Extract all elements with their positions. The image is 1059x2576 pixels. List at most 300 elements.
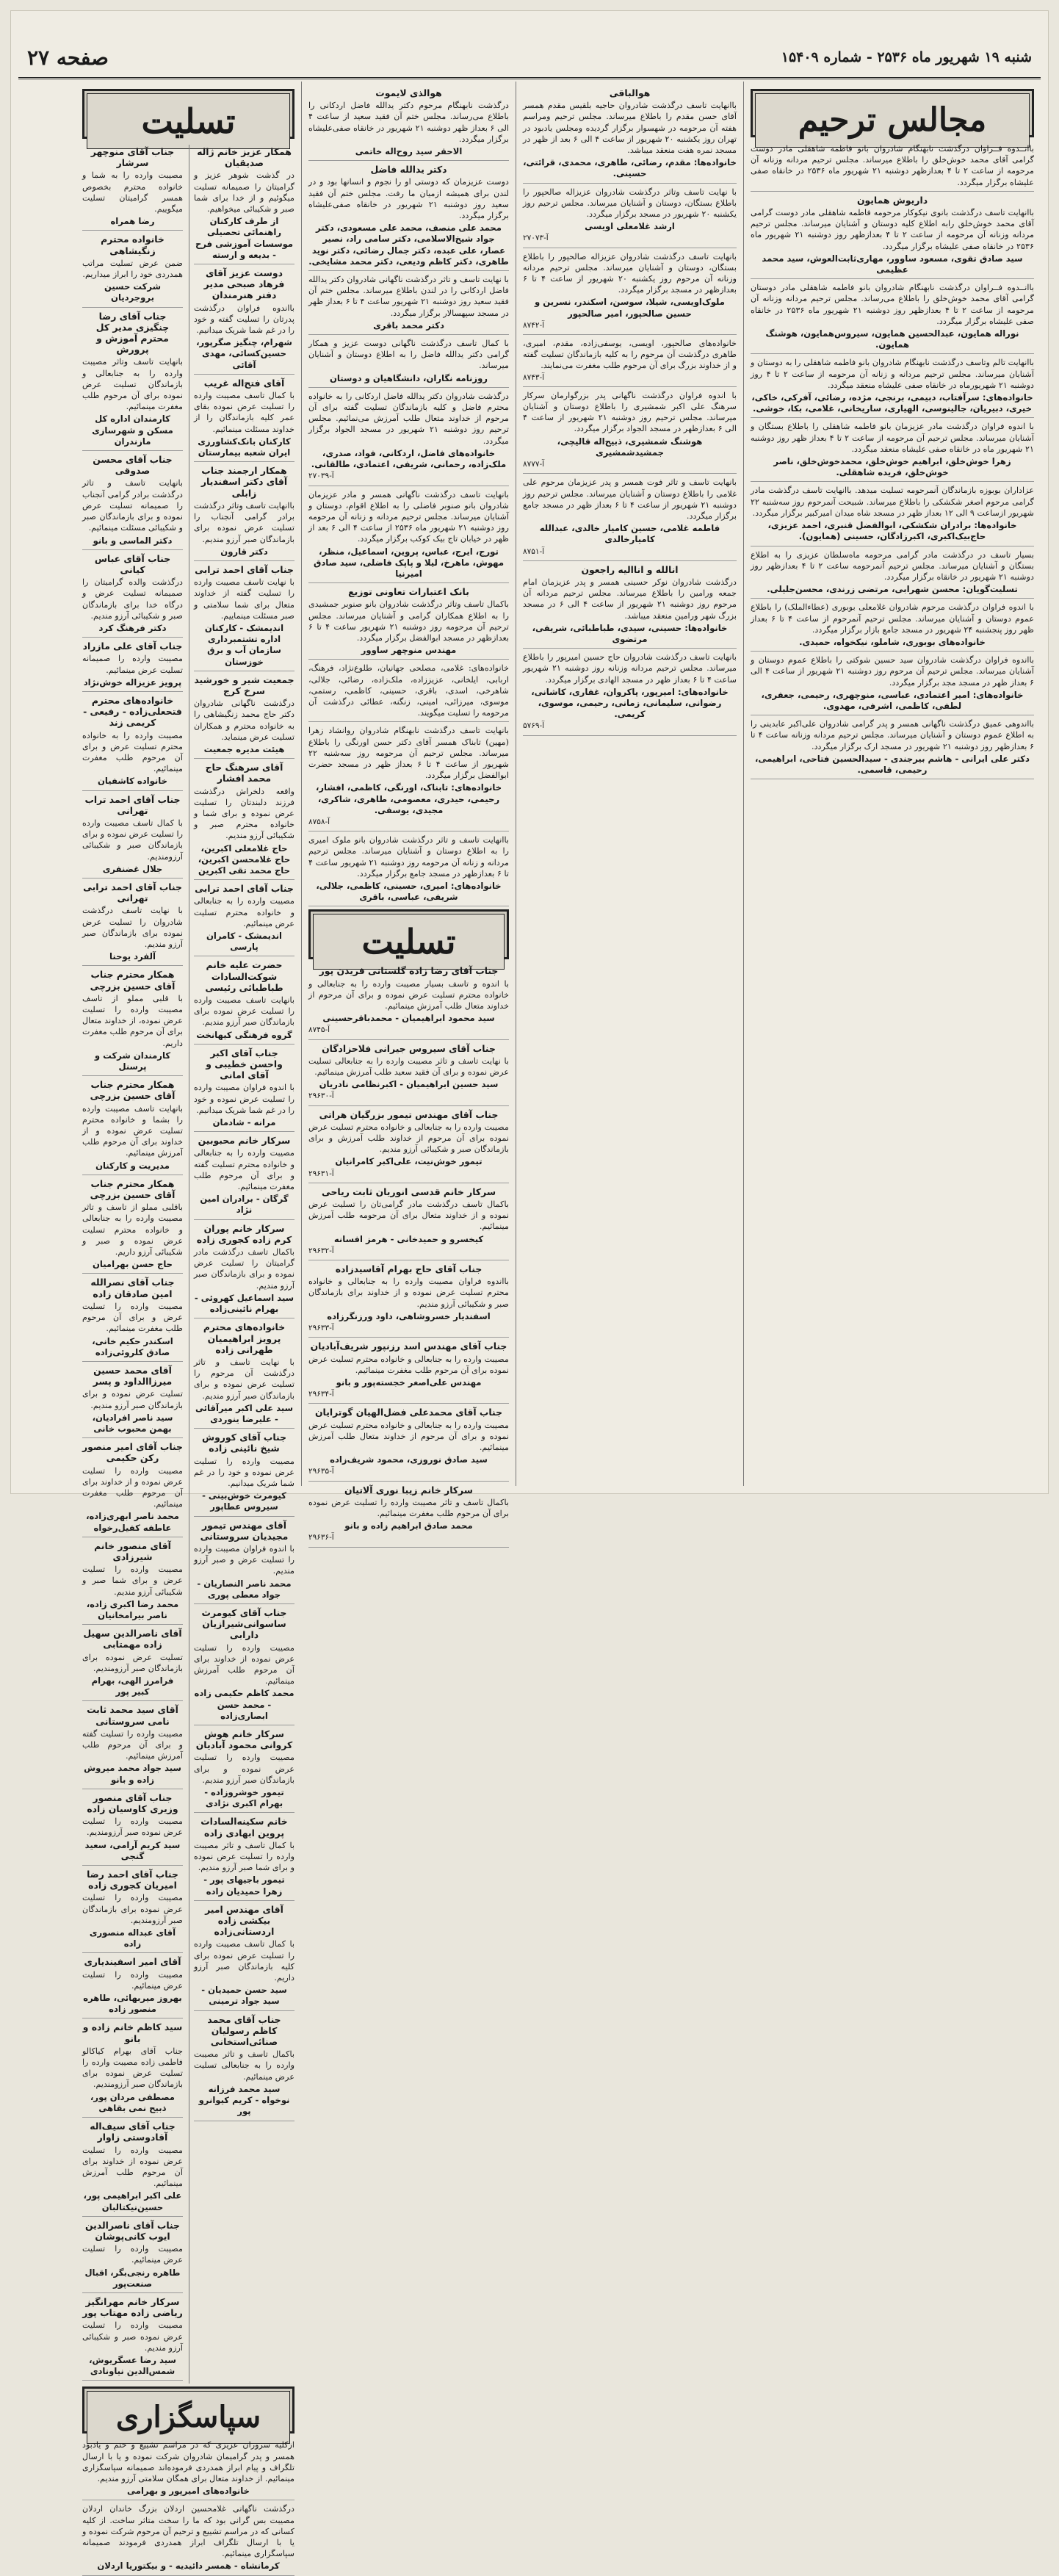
notice-item [82, 881, 183, 966]
notice-body: مصیبت وارده را تسلیت گفته و برای آن مرحوم طلب آمرزش مینمائیم. [82, 1728, 183, 1761]
notice-signature: دکتر فرهنگ کرد [98, 622, 167, 633]
notice-item [751, 602, 1034, 652]
notice-signature: خانواده‌ها: مقدم، رضائی، طاهری، محمدی، قرائتی، حسینی. [523, 157, 737, 179]
notice-signature: مدیریت و کارکنان [95, 1160, 170, 1171]
notice-signature: هوشنگ شمشیری، ذبیح‌اله قالیچی، جمشیدشمشیری [557, 436, 703, 458]
notice-body: با نهایت تاسف مصیبت وارده را تسلیت گفته از خداوند متعال برای شما سلامتی و صبر مسئلت مینماییم. [194, 577, 294, 621]
notice-signature: زهرا خوش‌خلق، ابراهیم خوش‌خلق، محمدخوش‌خلق، ناصر خوش‌خلق، فریده شاهقلی. [773, 456, 1011, 478]
notice-body: مصیبت وارده را تسلیت عرض نموده و از خداوند برای آن مرحوم طلب مغفرت مینمائیم. [82, 1465, 183, 1509]
notice-item [194, 267, 294, 375]
notice-signature: نوراله همایون، عبدالحسین همایون، سیروس‌همایون، هوشنگ همایون. [765, 328, 1019, 350]
notice-body: تسلیت عرض نموده و برای بازماندگان صبر آرزو مندیم. [82, 1389, 183, 1410]
tasliyat-title-mid: تسلیت [313, 914, 505, 970]
notice-signature: سید حسین ابراهیمیان - اکبرنظامی نادریان [319, 1079, 499, 1090]
notice-signature: تیمور باجیهای پور - زهرا حمیدیان زاده [203, 1875, 285, 1897]
tasliyat-title-top: تسلیت [87, 93, 290, 149]
notice-heading: جناب آقای حاج بهرام آقاسیدزاده [335, 1263, 482, 1275]
notice-signature: خانواده‌های: امیری، حسینی، کاظمی، جلالی، شریفی، عباسی، باقری [316, 881, 502, 903]
notice-signature: الاحقر سید روح‌اله خاتمی [355, 146, 463, 157]
notice-body: باانهایت تاسف و تاثر درگذشت شادروان بانو ملوک امیری را به اطلاع دوستان و آشنایان میرساند. مجلس ترحیم مردانه و زنانه آن مرحومه روز دوشنبه ۲۱ شهریور ساعت ۴ تا ۶ بعدازظهر در مسجد جامع برگزار میگردد. [308, 835, 509, 878]
notice-item [194, 1223, 294, 1319]
notice-code: آ-۲۹۶۳۱ [308, 1169, 334, 1178]
notice-item [308, 391, 509, 486]
notice-body: تسلیت عرض نموده برای بازماندگان صبر آرزومندیم. [82, 1652, 183, 1673]
notice-item [308, 725, 509, 831]
notice-signature: حاج غلامعلی اکبرین، حاج غلامحسن اکبرین، حاج محمد تقی اکبرین [198, 843, 291, 876]
notice-body: بسیار تاسف در درگذشت مادر گرامی مرحومه ماه‌سلطان عزیزی را به اطلاع بستگان و آشنایان میرساند. مجلس ترحیم آنمرحومه ساعت ۲ تا ۴ بعدازظهر روز دوشنبه ۲۱ شهریور در خانقاه برگزار میگردد. [751, 549, 1034, 582]
notice-item [82, 1956, 183, 2018]
notice-heading: جمعیت شیر و خورشید سرخ کرج [194, 674, 294, 696]
notice-heading: جناب آقای کیومرث ساسوانی‌شیرازیان دارابی [201, 1606, 287, 1641]
notice-signature: خانواده‌های فاضل، اردکانی، فواد، صدری، ملک‌زاده، رحمانی، شریفی، اعتمادی، طالقانی. [311, 447, 507, 470]
notice-heading: آقای مهندس تیمور مجیدیان سروستانی [200, 1519, 289, 1542]
notice-body: مصیبت وارده را به جنابعالی و خانواده محترم تسلیت عرض نموده برای آن مرحوم از خداوند طلب آمرزش و برای بازماندگان صبر و شکیبائی آرزو مندیم. [308, 1122, 509, 1155]
col3-list [308, 87, 509, 906]
notice-item [82, 641, 183, 692]
notice-code: آ-۸۷۴۲ [523, 320, 545, 330]
notice-signature: سید جواد محمد میروش زاده و بانو [84, 1763, 181, 1785]
notice-signature: سید ناصر افرادیان، بهمن محبوب خانی [92, 1412, 173, 1434]
notice-signature: خانواده‌های امیرپور و بهرامی [127, 2486, 250, 2497]
notice-body: واقعه دلخراش درگذشت فرزند دلبندتان را تسلیت عرض نموده و برای شما و خانواده محترم صبر و شکیبائی آرزو مندیم. [194, 786, 294, 841]
notice-heading: آقای محمد حسین میرزاالداود و پسر [93, 1364, 173, 1388]
notice-signature: حاج حسن بهرامیان [92, 1259, 173, 1270]
notice-signature: فاطمه غلامی، حسین کامیار خالدی، عبدالله کامیارخالدی [539, 523, 720, 545]
notice-signature: خانواده‌ها: برادران شکشکی، ابوالفضل قنبری، احمد عزیزی، حاج‌بیک‌اکبری، اکبرزادگان، حسینی (همایون). [767, 520, 1017, 542]
notice-signature: خانواده‌های: تابناک، اورنگی، کاظمی، افشار، رحیمی، حیدری، معصومی، طاهری، شاکری، مجیدی، یوسفی. [315, 782, 502, 815]
sepas-title: سپاسگزاری [87, 2391, 290, 2444]
notice-item [82, 1079, 183, 1175]
notice-body: با اندوه فراوان درگذشت مرحوم شادروان غلامعلی بوبوری (عطاءالملک) را باطلاع عموم دوستان و آشنایان میرساند. مجلس ترحیم آنمرحوم از ساعت ۴ تا ۶ بعداز ظهر روز پنجشنبه ۲۴ شهریور در مسجد جامع بازار برگزار میگردد. [751, 602, 1035, 635]
notice-item [82, 2503, 294, 2575]
notice-item [82, 234, 183, 307]
notice-body: مصیبت وارده را تسلیت عرض و برای شما صبر و شکیبائی آرزو مندیم. [82, 1565, 183, 1597]
notice-heading: بانک اعتبارات تعاونی توزیع [348, 586, 469, 598]
notice-heading: جناب آقای مهندس تیمور بزرگیان هراتی [319, 1108, 499, 1120]
notice-heading: جناب آقای احمد تراب تهرانی [84, 793, 181, 816]
notice-body: درگذشت شادروان نوکر حسینی همسر و پدر عزیزمان امام جمعه ورامین را باطلاع میرساند. مجلس ترحیم مردانه آن مرحوم روز دوشنبه ۲۱ شهریور از ساعت ۴ الی ۶ در مسجد بزرگ شهر ورامین منعقد میباشد. [523, 577, 737, 621]
notice-body: بانهایت تاسف وتاثر مصیبت وارده را به جنابعالی و بازماندگان تسلیت عرض نموده برای آن مرحوم طلب مغفرت مینمائیم. [82, 357, 183, 412]
notice-item [751, 718, 1034, 779]
notice-signature: محمد رضا اکبری زاده، ناصر بیرامخانیان [86, 1598, 179, 1620]
notice-item [82, 2220, 183, 2293]
notice-code: آ-۲۷۰۳۹ [308, 472, 334, 481]
notice-signature: تیمور خوشروزاده - بهرام اکبری نژادی [204, 1787, 284, 1809]
notice-body: مصیبت وارده را تسلیت عرض نموده و خود را در غم شما شریک میدانیم. [194, 1456, 294, 1488]
notice-item [194, 1607, 294, 1725]
notice-heading: آقای فتح‌اله غریب [203, 377, 285, 389]
col2-list [523, 87, 737, 736]
notice-item [194, 959, 294, 1044]
notice-item [308, 965, 509, 1039]
notice-item [82, 1869, 183, 1953]
notice-body: ضمن عرض تسلیت مراتب همدردی خود را ابراز میداریم. [82, 258, 183, 280]
notice-item [751, 421, 1034, 482]
notice-item [82, 553, 183, 638]
notice-item [523, 87, 737, 184]
notice-body: درگذشت شادروان دکتر یدالله فاضل اردکانی را به خانواده محترم فاضل و کلیه بازماندگان تسلیت گفته برای آن مرحوم از خداوند متعال طلب آمرزش می‌نمائیم. مجلس ترحیم روز دوشنبه ۲۱ شهریور در مسجد الجواد برگزار میگردد. [308, 391, 509, 446]
notice-item [523, 338, 737, 387]
notice-heading: خانواده‌های محترم پرویز ابراهیمیان طهرانی زاده [203, 1321, 286, 1355]
sepas-banner [82, 2386, 294, 2434]
notice-item [523, 564, 737, 649]
notice-heading: جناب آقای محمدعلی فضل‌الهیان گوترایان [314, 1407, 503, 1418]
notice-signature: کرمانشاه - همسر دائیدیه - و بیکتوریا اردلان [97, 2561, 280, 2572]
notice-body: باانهایت تاسف درگذشت شادروان حاجیه بلقیس مقدم همسر آقای حسن مقدم را باطلاع میرساند. مجلس ترحیم ومراسم هفته آن مرحومه در شهسوار برگزار گردیده ومجلس یادبود در تهران روز یکشنبه ۲۰ شهریور از ساعت ۴ الی ۶ بعد از ظهر در مسجد نمره هفت منعقد میباشد. [523, 101, 737, 156]
notice-heading: جناب آقای رضا چنگیزی مدیر کل محترم آموزش و پرورش [95, 310, 170, 356]
notice-signature: مهندس علی‌اصغر خجسته‌پور و بانو [336, 1377, 482, 1388]
notice-item [194, 1904, 294, 2011]
notice-signature: دکتر محمد باقری [373, 320, 444, 331]
notice-code: آ-۸۷۴۵ [308, 1025, 330, 1035]
notice-body: با نهایت تاسف درگذشت شادروان را تسلیت عرض نموده برای بازماندگان صبر آرزو مندیم. [82, 906, 183, 949]
notice-signature: گرگان - برادران امین نژاد [200, 1194, 289, 1216]
notice-item [751, 195, 1034, 279]
notice-body: مصیبت وارده را تسلیت عرض نموده صبر آرزومندیم. [82, 1816, 183, 1838]
notice-body: مصیبت وارده را به جنابعالی و خانواده محترم تسلیت عرض نموده و برای آن مرحوم از خداوند متعال طلب آمرزش مینمائیم. [308, 1420, 509, 1452]
notice-heading: خانواده‌های محترم فتحعلی‌زاده - رفیعی - کریمی زند [83, 694, 182, 729]
notice-signature: کارمندان اداره کل مسکن و شهرسازی مازندران [92, 414, 173, 447]
notice-body: بانهایت تاسف و تاثر فوت همسر و پدر عزیزمان مرحوم علی غلامی را باطلاع دوستان و آشنایان میرساند. مجلس ترحیم روز دوشنبه ۲۱ شهریور از ساعت ۴ تا ۶ بعداز ظهر در مسجد جامع برگزار میگردد. [523, 477, 737, 521]
notice-item [82, 1441, 183, 1537]
notice-item [82, 454, 183, 550]
notice-code: آ-۸۷۵۸ [308, 817, 330, 826]
page-header [18, 37, 1041, 79]
notice-item [194, 465, 294, 561]
notice-body: ازکلیه سروران عزیزی که در مراسم تشییع و ختم و یادبود همسر و پدر گرامیمان شادروان شرکت نموده و یا با ارسال تلگراف و پیام ابراز همدردی فرموده‌اند صمیمانه سپاسگزاری مینمائیم. از خداوند متعال برای همگان سلامتی آرزو مندیم. [82, 2440, 294, 2483]
notice-item [194, 378, 294, 462]
notice-signature: سید محمود ابراهیمیان - محمدباقرحسینی [322, 1013, 495, 1024]
notice-heading: جناب آقای نصرالله امین صادقان زاده [90, 1277, 175, 1299]
notice-item [308, 1484, 509, 1548]
majales-list [751, 143, 1034, 779]
tasliyat-banner-mid [308, 909, 509, 962]
col6-list [189, 145, 294, 2384]
notice-item [523, 390, 737, 474]
notice-body: باانــدوه فــراوان درگذشت نابهنگام شادروان بانو فاطمه شاهقلی مادر دوست گرامی آقای محمد خوش‌خلق را باطلاع میرساند. مجلس ترحیم مردانه وزنانه آن مرحومه از ساعت ۲ تا ۴ بعدازظهر دوشنبه ۲۱ شهریور ماه ۲۵۳۶ در خانقاه صفی علیشاه برگزار میگردد. [751, 144, 1035, 187]
notice-item [308, 1186, 509, 1260]
notice-signature: روزنامه نگاران، دانشگاهیان و دوستان [330, 372, 488, 383]
notice-body: باکمال تاسف درگذشت مادر گرامی‌تان را تسلیت عرض نموده و از خداوند متعال برای آن مرحومه طلب آمرزش مینمائیم. [308, 1199, 509, 1232]
notice-body: مصیبت وارده را تسلیت عرض مینمائیم. [82, 1969, 183, 1991]
notice-body: باکمال تاسف وتاثر درگذشت شادروان بانو صنوبر جمشیدی را به اطلاع همکاران گرامی و آشنایان میرساند. مجلس ترحیم آن مرحومه روز دوشنبه ۲۱ شهریور ساعت ۴ تا ۶ بعدازظهر در مسجد ابوالفضل برگزار میگردد. [308, 599, 509, 643]
notice-signature: دکتر الماسی و بانو [93, 535, 173, 546]
notice-item [751, 143, 1034, 192]
notice-signature: خانواده کاشفیان [98, 776, 167, 787]
notice-signature: خانواده‌های: امیرپور، پاکروان، غفاری، کاشانی، رضوانی، سلیمانی، زمانی، رحیمی، موسوی، کریمی. [531, 686, 729, 720]
notice-body: مصیبت وارده را تسلیت عرض و برای آن مرحوم طلب مغفرت مینمائیم. [82, 1301, 183, 1334]
notice-heading: جناب آقای امیر منصور رکن حکیمی [82, 1441, 183, 1464]
notice-heading: هوالباقی [609, 87, 651, 98]
notice-signature: اندیمشک - کامران پارسی [206, 931, 283, 953]
notice-signature: سید صادق نوروزی، محمود شریف‌زاده [330, 1454, 488, 1465]
notice-heading: جناب آقای احمد ترابی [195, 883, 294, 895]
notice-heading: جناب آقای احمد ترابی [195, 563, 294, 575]
notice-heading: همکار محترم جناب آقای حسین بزرچی [90, 1079, 176, 1102]
notice-body: با کمال تاسف مصیبت وارده را تسلیت عرض نموده برای کلیه بازماندگان صبر آرزو داریم. [194, 1939, 294, 1983]
notice-signature: شرکت حسین بروجردیان [104, 281, 161, 303]
notice-signature: طاهره رنجی‌بگر، اقبال صنعت‌پور [84, 2267, 181, 2289]
notice-body: باقلبی مملو از تاسف و تاثر مصیبت وارده را به جنابعالی و خانواده محترم تسلیت عرض نموده و صبر و شکیبائی آرزو داریم. [82, 1202, 183, 1258]
notice-body: مصیبت وارده را صمیمانه تسلیت عرض مینمائیم. [82, 654, 183, 675]
notice-item [308, 1109, 509, 1183]
notice-body: با نهایت تاسف و تاثر مصیبت وارده را به جنابعالی تسلیت عرض نموده و برای آن فقید سعید طلب آمرزش مینمائیم. [308, 1056, 509, 1078]
notice-body: با کمال تاسف مصیبت وارده را تسلیت عرض نموده و برای بازماندگان صبر و شکیبائی آرزومندیم. [82, 818, 183, 862]
notice-heading: همکار محترم جناب آقای حسین بزرچی [90, 969, 176, 992]
notice-heading: جناب آقای کوروش شیخ نائینی زاده [202, 1432, 286, 1454]
notice-heading: جناب آقای احمد ترابی تهرانی [83, 881, 182, 904]
notice-body: باکمال تاسف و تاثر مصیبت وارده را تسلیت عرض نموده برای آن مرحوم طلب مغفرت مینمائیم. [308, 1497, 509, 1518]
notice-code: آ-۲۹۶۳۴ [308, 1390, 334, 1399]
notice-signature: ملوک‌اویسی، شیلا، سوسن، اسکندر، نسرین و حسین صالحپور، امیر صالحپور [535, 297, 725, 319]
notice-body: با کمال تاسف و تاثر مصیبت وارده را تسلیت عرض نموده و برای شما صبر آرزو مندیم. [194, 1840, 294, 1873]
notice-code: آ-۸۷۷۷ [523, 460, 545, 469]
notice-body: مصیبت وارده را به شما و خانواده محترم بخصوص همسر گرامیتان تسلیت میگوییم. [82, 170, 183, 214]
notice-body: بانهایت تاسف درگذشت شادروان عزیزاله صالحپور را باطلاع بستگان، دوستان و آشنایان میرساند. مجلس ترحیم مردانه وزنانه آن مرحوم روز یکشنبه ۲۰ شهریور از ساعت ۴ تا ۶ بعدازظهر در مسجد برگزار میگردد. [523, 251, 737, 295]
notice-signature: محمد صادق ابراهیم زاده و بانو [344, 1520, 473, 1531]
notice-body: مصیبت وارده را به جنابعالی و خانواده محترم تسلیت عرض نموده برای آن مرحوم طلب مغفرت مینمائیم. [308, 1354, 509, 1375]
notice-heading: هوالذی لایموت [375, 87, 442, 98]
notice-signature: سید اسماعیل کهروئی - بهرام نائینی‌زاده [194, 1292, 294, 1315]
notice-heading: سرکار خانم محبوبین [198, 1135, 291, 1147]
notice-heading: آقای مهندس امیر بیکشی زاده اردستانی‌زاده [205, 1903, 283, 1938]
notice-body: باانهایت تالم وتاسف درگذشت نابهنگام شادروان بانو فاطمه شاهقلی را به دوستان و آشنایان میرساند. مجلس ترحیم مردانه و زنانه آن مرحومه از ساعت ۲ تا ۴ روز دوشنبه ۲۱ شهریورماه در خانقاه صفی علیشاه منعقد میگردد. [751, 358, 1035, 390]
columns [18, 82, 1041, 2572]
notice-body: جناب آقای بهرام کیا‌کالو فاطمی زاده مصیبت وارده را تسلیت عرض نموده برای بازماندگان صبر آرزومندیم. [82, 2046, 183, 2090]
notice-heading: سرکار خانم هوش کروانی محمود آبادیان [195, 1728, 293, 1751]
notice-item [194, 883, 294, 956]
notice-signature: خانواده‌های بوبوری، شاملو، نیکخواه، حمیدی. [799, 636, 986, 647]
notice-heading: آقای سید محمد ثابت نامی سروستانی [87, 1704, 178, 1727]
notice-body: باکمال تاسف و تاثر مصیبت وارده را به جنابعالی تسلیت عرض مینمائیم. [194, 2049, 294, 2082]
notice-heading: جناب آقای محمد کاظم رسولیان صنائی‌استخانی [207, 2013, 281, 2048]
notice-item [82, 794, 183, 878]
notice-item [194, 1728, 294, 1813]
notice-body: درگذشت والده گرامیتان را صمیمانه تسلیت عرض و درگاه خدا برای بازماندگان صبر و شکیبائی آرزو مندیم. [82, 577, 183, 621]
notice-signature: اندیمشک - کارکنان اداره تشتمبرداری سازمان آب و برق خوزستان [204, 622, 284, 667]
notice-heading: سرکار خانم مهرانگیز ریاضی زاده مهتاب پور [82, 2295, 183, 2319]
notice-signature: جلال غضنفری [102, 863, 163, 874]
notice-body: بانهایت تاسف و تاثر درگذشت برادر گرامی آنجناب را صمیمانه تسلیت عرض نموده و برای بازماندگان صبر و شکیبائی مسئلت مینمائیم. [82, 478, 183, 533]
notice-signature: خانواده‌ها: حسینی، سیدی، طباطبائی، شریفی، مرتضوی [532, 622, 728, 644]
notice-item [194, 1520, 294, 1604]
notice-body: مصیبت وارده را به جنابعالی و خانواده محترم تسلیت گفته و برای آن مرحوم طلب مغفرت مینمائیم. [194, 1148, 294, 1192]
column-3 [301, 82, 516, 1543]
majales-banner [751, 89, 1034, 137]
notice-heading: سرکار خانم زیبا نوری آلاتیان [344, 1484, 473, 1496]
notice-body: عزاداران بوبوزه بازماندگان آنمرحومه تسلیت میدهد. باانهایت تاسف درگذشت مادر گرامی مرحوم اصغر شکشکی را باطلاع میرساند. شبیحت آنمرحوم روز سه‌شنبه ۲۲ شهریور ازساعت ۹ الی ۱۲ بعداز ظهر در مسجد شاه میدان امیرکبیر برگزار میگردد. [751, 486, 1034, 518]
notice-signature: محمد ناصر ابهری‌زاده، عاطفه کفیل‌رخواه [86, 1511, 179, 1533]
notice-heading: داریوش همایون [856, 194, 928, 206]
notice-code: آ-۲۷۰۷۳ [523, 234, 549, 243]
notice-item [308, 338, 509, 388]
notice-signature: سید حسن حمیدیان - سید جواد ترمینی [201, 1985, 287, 2007]
notice-signature: اسفندیار خسروشاهی، داود ورزنگرزاده [327, 1310, 491, 1321]
notice-signature: محمد ناصر النصاریان - جواد معطی پوری [197, 1578, 292, 1600]
notice-item [82, 1178, 183, 1274]
notice-item [82, 969, 183, 1076]
notice-body: با اندوه فراوان مصیبت وارده را تسلیت عرض نموده و خود را در غم شما شریک میدانیم. [194, 1083, 294, 1115]
notice-signature: تسلیت‌گویان: محسن شهرابی، مرتضی زرندی، محسن‌جلیلی. [767, 584, 1018, 595]
notice-body: بانهایت تاسف مصیبت وارده را بشما و خانواده محترم تسلیت عرض نموده و از خداوند برای آن مرحوم طلب آمرزش مینمائیم. [82, 1103, 183, 1158]
notice-item [194, 1816, 294, 1900]
notice-item [308, 834, 509, 906]
notice-heading: آقای منصور خانم شیرزادی [94, 1540, 171, 1562]
notice-item [194, 1321, 294, 1429]
notice-heading: جناب آقای اکبر واحسن خطیبی و آقای امانی [206, 1047, 283, 1081]
notice-signature: کیخسرو و حمیدخانی - هرمز افسانه [333, 1233, 484, 1244]
notice-heading: دکتر یدالله فاضل [370, 164, 447, 176]
notice-item [82, 695, 183, 791]
notice-body: مصیبت وارده را تسلیت عرض نموده و برای بازماندگان صبر آرزو مندیم. [194, 1753, 294, 1785]
notice-body: بانهایت تاسف درگذشت ناگهانی همسر و مادر عزیزمان شادروان بانو صنوبر فاضلی را به اطلاع اقوام، دوستان و آشنایان میرساند. مجلس ترحیم مردانه و زنانه آن مرحومه روز دوشنبه ۲۱ شهریور ماه ۲۵۳۶ از ساعت ۴ الی ۶ بعد از ظهر در خیابان تاج بیک کوکب برگزار میگردد. [308, 489, 509, 544]
notice-signature: بهروز میربهائی، طاهره منصور زاده [83, 1993, 182, 2015]
notice-item [82, 311, 183, 451]
notice-signature: تیمور خوش‌نیت، علی‌اکبر کامرانیان [335, 1156, 482, 1167]
notice-signature: هیئت مدیره جمعیت [203, 743, 285, 754]
notice-body: باانهایت تاسف درگذشت بانوی نیکوکار مرحومه فاطمه شاهقلی مادر دوست گرامی آقای محمد خوش‌خلق رابه اطلاع کلیه دوستان و آشنایان میرساند. مجلس ترحیم مردانه وزنانه آن مرحومه از ساعت ۲ تا ۴ بعدازظهر روز دوشنبه ۲۱ شهریور ماه ۲۵۳۶ در خانقاه صفی علیشاه برگزار میگردد. [751, 208, 1034, 251]
notice-item [308, 1263, 509, 1338]
notice-item [308, 87, 509, 161]
notice-signature: خانواده‌های: امیر اعتمادی، عباسی، منوچهری، رحیمی، جعفری، لطفی، کاظمی، اشرفی، مهدوی. [761, 689, 1024, 711]
notice-item [194, 674, 294, 759]
notice-item [82, 1704, 183, 1789]
notice-body: مصیبت وارده را به جنابعالی و خانواده محترم تسلیت عرض مینمائیم. [194, 896, 294, 928]
notice-signature: رضا همراه [110, 216, 155, 227]
notice-body: با اندوه و تاسف بسیار مصیبت وارده را به جنابعالی و خانواده محترم تسلیت عرض نموده و برای آن مرحوم از خداوند متعال طلب آمرزش مینمائیم. [308, 978, 509, 1011]
notice-code: آ-۲۹۶۳۶ [308, 1533, 334, 1543]
notice-item [82, 1792, 183, 1866]
notice-signature: فرامرز الهی، بهرام کبیر پور [91, 1675, 174, 1698]
majales-title: مجالس ترحیم [755, 93, 1030, 148]
notice-heading: جناب آقای عباس کیانی [94, 552, 171, 575]
notice-body: دوست عزیزمان که دوستی او را نجوم و انسانها بود و در لندن برای همیشه ازمیان ما رفت. مجلس ختم آن فقید سعید روز دوشنبه ۲۱ شهریور در خانقاه صفی‌علیشاه برگزار میگردد. [308, 177, 510, 221]
notice-body: با نهایت تاسف وتاثر درگذشت شادروان عزیزاله صالحپور را باطلاع بستگان، دوستان و آشنایان میرساند. مجلس ترحیم روز یکشنبه ۲۰ شهریور در مسجد برگزار میگردد. [523, 187, 737, 220]
notice-signature: کارکنان بانک‌کشاورزی ایران شعبه بیمارستان [198, 436, 291, 458]
notice-item [751, 282, 1034, 354]
col5-list [82, 145, 183, 2384]
notice-body: با اندوه فراوان درگذشت ناگهانی پدر بزرگوارمان سرکار سرهنگ علی اکبر شمشیری را باطلاع دوستان و آشنایان میرساند. مجلس ترحیم روز دوشنبه ۲۱ شهریور از ساعت ۴ الی ۶ بعدازظهر در مسجد الجواد برگزار میگردد. [523, 390, 737, 434]
notice-heading: جناب آقای رضا زاده گلستانی فریدن پور [319, 965, 499, 977]
notice-item [82, 146, 183, 231]
notice-signature: سید رضا عسگریوش، شمس‌الدین نیاونادی [89, 2354, 176, 2377]
notice-body: بانهایت تاسف درگذشت نابهنگام شادروان روانشاد زهرا (مهین) تابناک همسر آقای دکتر حسن اورنگی را باطلاع میرساند. مجلس ترحیم آن مرحومه روز سه‌شنبه ۲۲ شهریور از ساعت ۴ تا ۶ بعداز ظهر در مسجد حضرت ابوالفضل برگزار میگردد. [308, 726, 510, 781]
notice-heading: دوست عزیز آقای فرهاد صبحی مدیر دفتر هنرمندان [203, 267, 285, 301]
column-4 [76, 82, 301, 2572]
notice-signature: دکتر علی ایرانی - هاشم بیرجندی - سیدالحسین فتاحی، ابراهیمی، رحیمی، قاسمی. [755, 753, 1030, 775]
notice-body: درگذشت ناگهانی شادروان دکتر حاج محمد زنگیشاهی را به خانواده محترم و همکاران تسلیت عرض مینماید. [194, 699, 294, 742]
notice-signature: آلفرد یوحنا [109, 951, 156, 962]
notice-heading: جناب آقای منصور وزیری کاوسیان زاده [87, 1792, 178, 1815]
notice-item [308, 274, 509, 335]
notice-body: بااندوه فراوان درگذشت شادروان سید حسین شوکتی را باطلاع عموم دوستان و آشنایان میرساند. مجلس ترحیم آن مرحوم روز دوشنبه ۲۱ شهریور از ساعت ۴ الی ۶ بعداز ظهر در مسجد مجد برگزار میگردد. [751, 655, 1034, 688]
notice-code: آ-۵۷۶۹ [523, 721, 545, 731]
notice-signature: دکتر قارون [220, 546, 268, 557]
notice-code: آ-۲۹۶۳۰ [308, 1092, 334, 1101]
notice-item [82, 1277, 183, 1361]
notice-item [308, 586, 509, 660]
notice-item [82, 2439, 294, 2500]
notice-item [523, 652, 737, 735]
notice-item [308, 1407, 509, 1481]
notice-signature: خانواده‌های: سرآفتاب، دبیمی، برنجی، مژده، رضائی، آفرکی، خاکی، خیری، دبیریان، جالینوسی، الهیاری، ساریخانی، غلامی، بکا، خوشی. [751, 392, 1033, 414]
notice-body: مصیبت وارده را تسلیت عرض مینمائیم. [82, 2244, 183, 2265]
notice-item [82, 2296, 183, 2381]
notice-heading: همکار ارجمند جناب آقای دکتر اسفندیار زابلی [200, 465, 288, 499]
notice-body: در گذشت شوهر عزیز و گرامیتان را صمیمانه تسلیت میگوئیم و از خدا برای شما صبر و شکیبائی میخواهیم. [194, 170, 294, 214]
notice-body: با اندوه فراوان مصیبت وارده را تسلیت عرض و صبر آرزو مندیم. [194, 1543, 294, 1576]
column-majales [743, 82, 1041, 1486]
notice-signature: مرانه - شادمان [212, 1117, 276, 1128]
notice-heading: همکار محترم جناب آقای حسین بزرچی [90, 1177, 176, 1201]
notice-body: بااندوه فراوان درگذشت پدرتان را تسلیت گفته و خود را در غم شما شریک میدانیم. [194, 303, 294, 336]
notice-item [194, 564, 294, 671]
notice-body: باانهایت تاسف وتاثر درگذشت برادر گرامی آنجناب را تسلیت عرض نموده برای بازماندگان صبر آرزو مندیم. [194, 500, 294, 544]
notice-signature: محمد علی منصف، محمد علی مسعودی، دکتر جواد شیخ‌الاسلامی، دکتر سامی راد، نصیر عصار، علی عبده، دکتر جمال رضائی، دکتر نوید طاهری، دکتر کاظم ودیعی، دکتر محمد مشایخی. [308, 223, 509, 267]
notice-signature: تورج، ایرج، عباس، پروین، اسماعیل، منظر، مهوش، ماهرخ، لیلا و پاپک فاضلی، سید صادق امیرنیا [313, 546, 505, 579]
issue-date: شنبه ۱۹ شهریور ماه ۲۵۳۶ - شماره ۱۵۴۰۹ [781, 49, 1032, 65]
notice-item [523, 251, 737, 335]
notice-heading: سرکار خانم پوران کرم زاده کجوری زاده [196, 1222, 292, 1245]
notice-body: با نهایت تاسف و تاثر درگذشت آن مرحوم را تسلیت عرض نموده و برای بازماندگان صبر آرزو مندیم. [194, 1357, 294, 1401]
notice-signature: علی اکبر ابراهیمی پور، حسین‌نیکتالبان [83, 2190, 182, 2212]
notice-body: با نهایت تاسف و تاثر درگذشت ناگهانی شادروان دکتر یدالله فاضل اردکانی را در لندن باطلاع میرساند. مجلس ختم آن فقید سعید روز دوشنبه ۲۱ شهریور ساعت ۴ تا ۶ بعداز ظهر در مسجد سپهسالار برگزار میگردد. [308, 275, 509, 318]
notice-item [751, 654, 1034, 715]
notice-item [82, 1365, 183, 1438]
notice-signature: شهرام، چنگیز صگرپور، حسین‌کسائی، مهدی آقائی [196, 337, 292, 370]
notice-body: بانهایت تاسف درگذشت شادروان حاج حسین امیرپور را باطلاع میرساند. مجلس ترحیم مردانه وزنانه روز دوشنبه ۲۱ شهریور ساعت ۴ تا ۶ بعداز ظهر در مسجد الهادی برگزار میگردد. [523, 652, 737, 685]
notice-item [308, 164, 509, 271]
notice-item [194, 762, 294, 880]
notice-heading: جناب آقای سیروس جیرانی فلاحزادگان [322, 1042, 496, 1054]
notice-signature: مهندس منوچهر ساوور [361, 645, 457, 656]
notice-signature: پرویز عزیزاله خوش‌نژاد [83, 677, 182, 688]
notice-heading: سید کاظم خانم زاده و بانو [82, 2021, 183, 2044]
notice-body: بااندوه فراوان مصیبت وارده را به جنابعالی و خانواده محترم تسلیت عرض نموده و از خداوند برای بازماندگان صبر و شکیبائی آرزو مندیم. [308, 1277, 509, 1309]
notice-code: آ-۲۹۶۳۳ [308, 1324, 334, 1333]
notice-heading: جناب آقای احمد رضا امیریان کجوری زاده [87, 1869, 178, 1891]
notice-heading: جناب آقای علی مازراد [82, 641, 183, 652]
notice-body: مصیبت وارده را تسلیت عرض نموده صبر و شکیبائی آرزو مندیم. [82, 2320, 183, 2353]
notice-signature: سید صادق تقوی، مسعود ساوور، مهاری‌ثابت‌العوش، سید محمد عظیمی [762, 253, 1023, 275]
notice-signature: سید کریم آرامی، سعید گنجی [84, 1839, 181, 1861]
notice-heading: حضرت علیه خانم شوکت‌السادات طباطبائی رئیسی [205, 959, 283, 993]
notice-body: درگذشت نابهنگام مرحوم دکتر یدالله فاضل اردکانی را باطلاع می‌رساند. مجلس ختم آن فقید سعید از ساعت ۴ الی ۶ بعداز ظهر دوشنبه ۲۱ شهریور در خانقاه صفی‌علیشاه برگزار میگردد. [308, 101, 509, 144]
notice-heading: آقای امیر اسفیندیاری [84, 1956, 181, 1968]
col4-list [308, 965, 509, 1547]
sepas-list [82, 2439, 294, 2575]
notice-item [194, 1432, 294, 1516]
notice-item [308, 1341, 509, 1404]
notice-body: درگذشت ناگهانی غلامحسین اردلان بزرگ خاندان اردلان مصیبت بس گرانی بود که ما را سخت متاثر ساخت. از کلیه کسانی که در مراسم تشییع و ترحیم آن مرحوم شرکت نموده و یا با ارسال تلگراف ابراز همدردی فرمودند صمیمانه سپاسگزاری مینمائیم. [82, 2504, 294, 2559]
notice-signature: از طرف کارکنان راهنمائی تحصیلی موسسات آموزشی فرح - بدیعه و ارسته [195, 216, 294, 260]
notice-heading: جناب آقای محسن صدوقی [93, 454, 173, 477]
notice-signature: مصطفی مردان پور، ذبیح نمی بقاهی [90, 2091, 175, 2113]
notice-item [82, 1628, 183, 1701]
notice-body: مصیبت وارده را به خانواده محترم تسلیت عرض و برای آن مرحوم طلب مغفرت مینمائیم. [82, 730, 183, 774]
notice-heading: سرکار خانم قدسی انوریان ثابت ریاحی [321, 1186, 496, 1197]
notice-heading: جناب آقای سیف‌اله آقادوستی زاوار [90, 2121, 176, 2143]
notice-code: آ-۸۷۵۱ [523, 546, 545, 556]
notice-body: با قلبی مملو از تاسف مصیبت وارده را تسلیت عرض نموده، از خداوند متعال برای آن مرحوم طلب مغفرت داریم. [82, 993, 183, 1048]
notice-item [194, 2014, 294, 2121]
notice-body: مصیبت وارده را تسلیت عرض نموده از خداوند برای آن مرحوم طلب آمرزش مینمائیم. [82, 2145, 183, 2189]
notice-heading: آقای سرهنگ حاج محمد افشار [205, 762, 283, 784]
notice-code: آ-۲۹۶۳۲ [308, 1246, 334, 1255]
notice-signature: سید علی اکبر میرآقائی - علیرضا ینوردی [195, 1402, 294, 1424]
tasliyat-banner-top [82, 89, 294, 139]
notice-heading: همکار عزیز خانم ژاله صدیقیان [197, 146, 292, 169]
